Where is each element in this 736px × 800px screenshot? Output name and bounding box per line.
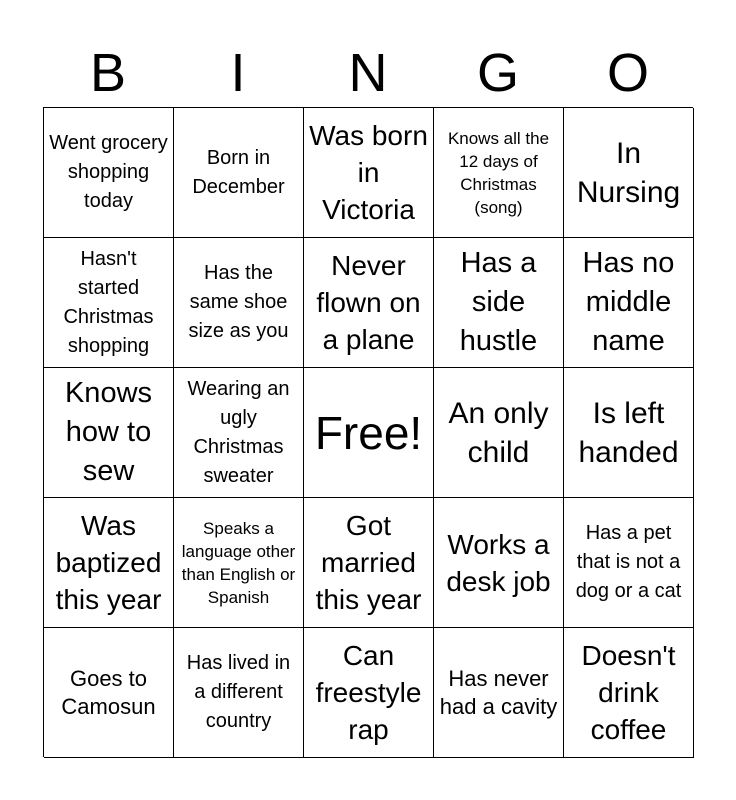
cell-text: Never flown on a plane bbox=[316, 250, 421, 355]
bingo-cell-r2-c4[interactable] bbox=[434, 238, 564, 368]
cell-text: Has never had a cavity bbox=[439, 665, 558, 719]
bingo-cell-r4-c1[interactable] bbox=[44, 498, 174, 628]
cell-text: Has lived in a different country bbox=[186, 652, 291, 732]
bingo-cell-r4-c2[interactable] bbox=[174, 498, 304, 628]
cell-text: Knows all the 12 days of Christmas (song) bbox=[447, 128, 550, 217]
bingo-cell-r1-c2[interactable] bbox=[174, 108, 304, 238]
header-letter-o: O bbox=[606, 43, 649, 103]
bingo-cell-r3-c1[interactable] bbox=[44, 368, 174, 498]
cell-text: Speaks a language other than English or Spanish bbox=[181, 518, 296, 607]
cell-text: Has a pet that is not a dog or a cat bbox=[575, 522, 682, 602]
cell-text: In Nursing bbox=[576, 136, 681, 209]
bingo-cell-r2-c3[interactable] bbox=[304, 238, 434, 368]
bingo-cell-r2-c2[interactable] bbox=[174, 238, 304, 368]
bingo-cell-r5-c1[interactable] bbox=[44, 628, 174, 758]
bingo-board bbox=[43, 107, 693, 757]
cell-text: Hasn't started Christmas shopping bbox=[63, 247, 154, 357]
bingo-cell-r1-c1[interactable] bbox=[44, 108, 174, 238]
cell-text: Born in December bbox=[192, 146, 285, 198]
cell-text: Has a side hustle bbox=[459, 247, 538, 357]
bingo-cell-r5-c5[interactable] bbox=[564, 628, 694, 758]
bingo-cell-r2-c1[interactable] bbox=[44, 238, 174, 368]
cell-text: Works a desk job bbox=[446, 528, 551, 597]
cell-text: Wearing an ugly Christmas sweater bbox=[187, 377, 290, 487]
free-space-cell[interactable] bbox=[304, 368, 434, 498]
bingo-cell-r3-c2[interactable] bbox=[174, 368, 304, 498]
bingo-cell-r3-c5[interactable] bbox=[564, 368, 694, 498]
cell-text: An only child bbox=[448, 396, 549, 469]
cell-text: Was baptized this year bbox=[55, 510, 162, 615]
cell-text: Has the same shoe size as you bbox=[188, 262, 289, 342]
cell-text: Went grocery shopping today bbox=[49, 132, 168, 212]
cell-text: Free! bbox=[314, 406, 423, 459]
header-letter-g: G bbox=[476, 43, 519, 103]
bingo-cell-r3-c4[interactable] bbox=[434, 368, 564, 498]
cell-text: Goes to Camosun bbox=[61, 665, 156, 719]
bingo-cell-r5-c3[interactable] bbox=[304, 628, 434, 758]
bingo-cell-r2-c5[interactable] bbox=[564, 238, 694, 368]
bingo-cell-r1-c3[interactable] bbox=[304, 108, 434, 238]
cell-text: Got married this year bbox=[315, 510, 422, 615]
cell-text: Was born in Victoria bbox=[309, 120, 428, 225]
bingo-cell-r4-c5[interactable] bbox=[564, 498, 694, 628]
bingo-cell-r1-c4[interactable] bbox=[434, 108, 564, 238]
bingo-cell-r1-c5[interactable] bbox=[564, 108, 694, 238]
header-letter-i: I bbox=[230, 43, 246, 103]
cell-text: Is left handed bbox=[578, 396, 679, 469]
bingo-header bbox=[43, 38, 693, 108]
bingo-cell-r5-c4[interactable] bbox=[434, 628, 564, 758]
cell-text: Doesn't drink coffee bbox=[581, 640, 676, 745]
bingo-cell-r4-c4[interactable] bbox=[434, 498, 564, 628]
header-letter-b: B bbox=[89, 43, 127, 103]
cell-text: Has no middle name bbox=[582, 247, 675, 357]
bingo-cell-r5-c2[interactable] bbox=[174, 628, 304, 758]
cell-text: Knows how to sew bbox=[64, 377, 153, 487]
bingo-cell-r4-c3[interactable] bbox=[304, 498, 434, 628]
header-letter-n: N bbox=[348, 43, 388, 103]
cell-text: Can freestyle rap bbox=[315, 640, 422, 745]
